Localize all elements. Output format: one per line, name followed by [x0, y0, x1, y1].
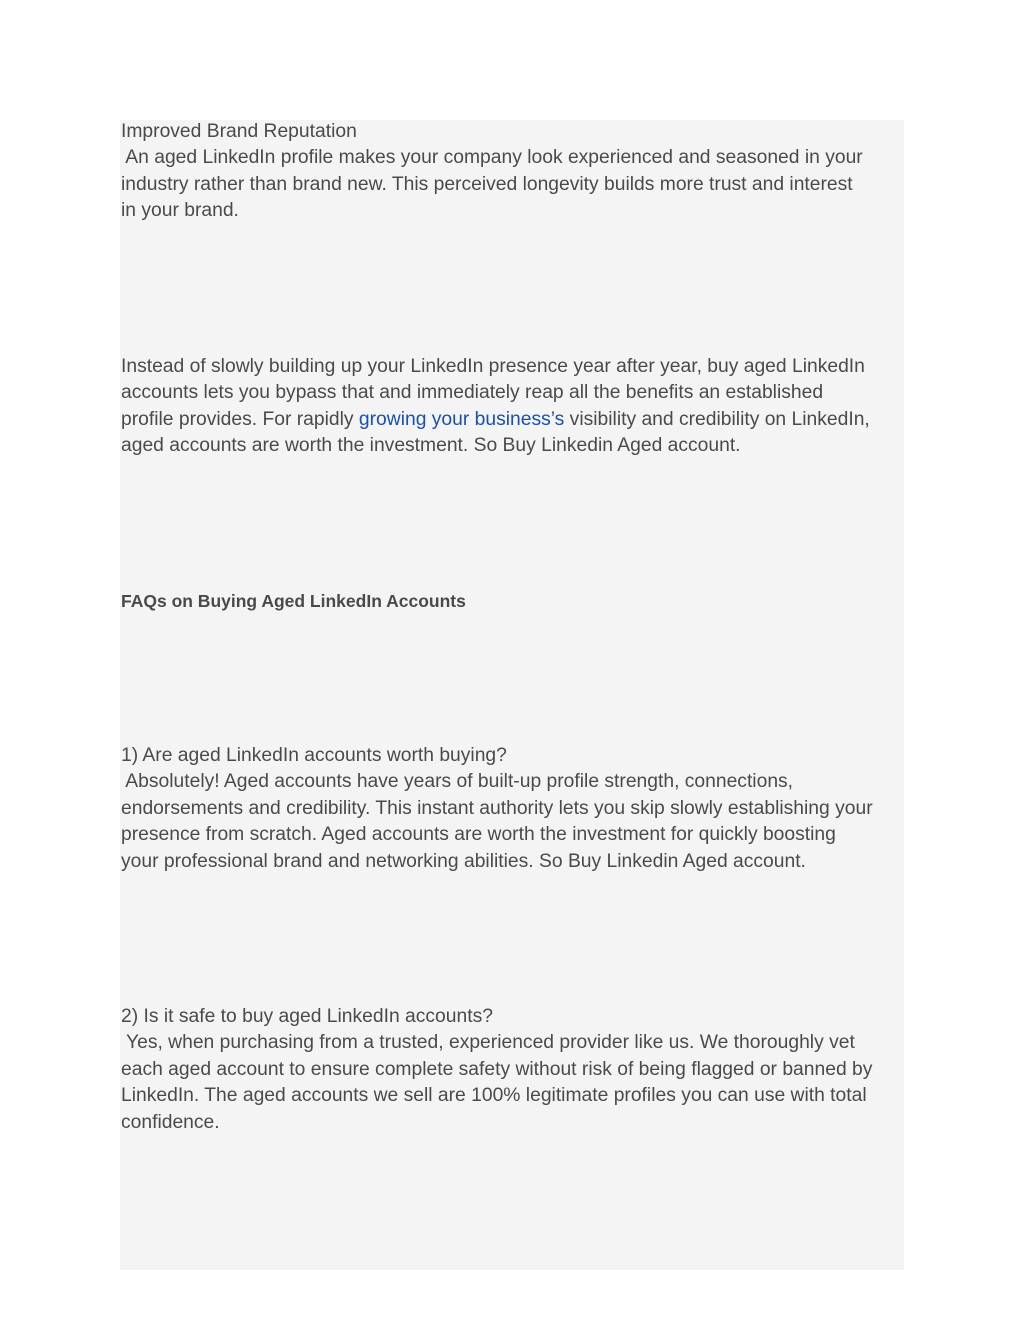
paragraph-line: in your brand.: [121, 200, 239, 222]
paragraph-line-with-link: [121, 407, 911, 433]
faq-question: 2) Is it safe to buy aged LinkedIn accounts?: [121, 1006, 493, 1027]
paragraph-line: industry rather than brand new. This perceived longevity builds more trust and interest: [121, 173, 853, 195]
paragraph-line: aged accounts are worth the investment. So Buy Linkedin Aged account.: [121, 435, 741, 457]
faq-answer-line: Absolutely! Aged accounts have years of built-up profile strength, connections,: [121, 771, 794, 793]
faq-answer-line: presence from scratch. Aged accounts are worth the investment for quickly boosting: [121, 824, 836, 846]
faq-answer-line: confidence.: [121, 1111, 220, 1133]
faq-answer-line: your professional brand and networking abilities. So Buy Linkedin Aged account.: [121, 850, 806, 872]
faq-answer-line: endorsements and credibility. This instant authority lets you skip slowly establishing your: [121, 797, 873, 819]
faq-answer-line: each aged account to ensure complete safety without risk of being flagged or banned by: [121, 1058, 873, 1080]
faq-question: 1) Are aged LinkedIn accounts worth buying?: [121, 745, 507, 766]
paragraph-instead-of-slowly: [121, 354, 911, 460]
text-before-link: profile provides. For rapidly: [121, 408, 359, 430]
paragraph-line: An aged LinkedIn profile makes your company look experienced and seasoned in your: [121, 147, 863, 169]
faq-answer-line: LinkedIn. The aged accounts we sell are 100% legitimate profiles you can use with total: [121, 1085, 867, 1107]
faq-item-2: [121, 1004, 911, 1136]
section-title: Improved Brand Reputation: [121, 121, 357, 142]
growing-your-business-link[interactable]: growing your business’s: [358, 408, 565, 430]
paragraph-line: Instead of slowly building up your LinkedIn presence year after year, buy aged LinkedIn: [121, 356, 865, 377]
section-improved-brand-reputation: [121, 119, 911, 225]
paragraph-line: accounts lets you bypass that and immediately reap all the benefits an established: [121, 382, 824, 404]
faq-item-1: [121, 743, 911, 875]
text-after-link: visibility and credibility on LinkedIn,: [564, 408, 870, 430]
faq-answer-line: Yes, when purchasing from a trusted, experienced provider like us. We thoroughly vet: [121, 1032, 855, 1054]
faq-heading: FAQs on Buying Aged LinkedIn Accounts: [121, 591, 466, 611]
